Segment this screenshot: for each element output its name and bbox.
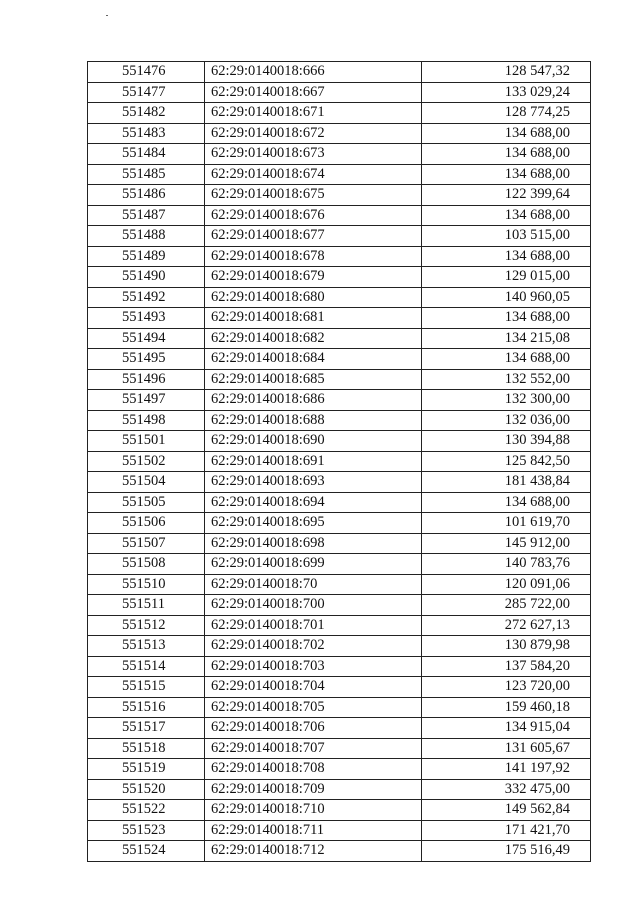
row-number-cell: 551518 xyxy=(88,738,205,759)
row-number-cell: 551501 xyxy=(88,431,205,452)
table-row xyxy=(88,226,591,247)
cadastral-number-cell: 62:29:0140018:685 xyxy=(205,369,422,390)
row-number-cell: 551515 xyxy=(88,677,205,698)
row-number-cell: 551517 xyxy=(88,718,205,739)
cadastral-value-cell: 134 688,00 xyxy=(422,123,591,144)
row-number-cell: 551510 xyxy=(88,574,205,595)
cadastral-value-cell: 332 475,00 xyxy=(422,779,591,800)
row-number-cell: 551486 xyxy=(88,185,205,206)
table-row xyxy=(88,205,591,226)
cadastral-value-cell: 272 627,13 xyxy=(422,615,591,636)
cadastral-number-cell: 62:29:0140018:691 xyxy=(205,451,422,472)
cadastral-value-cell: 132 300,00 xyxy=(422,390,591,411)
table-row xyxy=(88,820,591,841)
table-row xyxy=(88,513,591,534)
cadastral-value-cell: 140 783,76 xyxy=(422,554,591,575)
cadastral-value-cell: 134 215,08 xyxy=(422,328,591,349)
table-row xyxy=(88,103,591,124)
cadastral-value-cell: 132 552,00 xyxy=(422,369,591,390)
row-number-cell: 551507 xyxy=(88,533,205,554)
cadastral-value-cell: 130 394,88 xyxy=(422,431,591,452)
row-number-cell: 551487 xyxy=(88,205,205,226)
cadastral-number-cell: 62:29:0140018:700 xyxy=(205,595,422,616)
table-row xyxy=(88,246,591,267)
table-row xyxy=(88,574,591,595)
cadastral-number-cell: 62:29:0140018:666 xyxy=(205,62,422,83)
cadastral-value-cell: 140 960,05 xyxy=(422,287,591,308)
row-number-cell: 551477 xyxy=(88,82,205,103)
cadastral-number-cell: 62:29:0140018:70 xyxy=(205,574,422,595)
row-number-cell: 551498 xyxy=(88,410,205,431)
cadastral-value-cell: 134 688,00 xyxy=(422,164,591,185)
cadastral-value-cell: 125 842,50 xyxy=(422,451,591,472)
cadastral-number-cell: 62:29:0140018:690 xyxy=(205,431,422,452)
row-number-cell: 551484 xyxy=(88,144,205,165)
cadastral-number-cell: 62:29:0140018:711 xyxy=(205,820,422,841)
cadastral-number-cell: 62:29:0140018:693 xyxy=(205,472,422,493)
table-row xyxy=(88,144,591,165)
cadastral-number-cell: 62:29:0140018:708 xyxy=(205,759,422,780)
table-row xyxy=(88,595,591,616)
table-row xyxy=(88,841,591,862)
table-row xyxy=(88,697,591,718)
table-row xyxy=(88,185,591,206)
table-row xyxy=(88,369,591,390)
cadastral-number-cell: 62:29:0140018:682 xyxy=(205,328,422,349)
row-number-cell: 551476 xyxy=(88,62,205,83)
row-number-cell: 551494 xyxy=(88,328,205,349)
row-number-cell: 551492 xyxy=(88,287,205,308)
cadastral-number-cell: 62:29:0140018:694 xyxy=(205,492,422,513)
cadastral-number-cell: 62:29:0140018:707 xyxy=(205,738,422,759)
cadastral-number-cell: 62:29:0140018:695 xyxy=(205,513,422,534)
table-row xyxy=(88,123,591,144)
row-number-cell: 551493 xyxy=(88,308,205,329)
row-number-cell: 551520 xyxy=(88,779,205,800)
cadastral-value-cell: 128 774,25 xyxy=(422,103,591,124)
table-row xyxy=(88,472,591,493)
cadastral-number-cell: 62:29:0140018:673 xyxy=(205,144,422,165)
row-number-cell: 551490 xyxy=(88,267,205,288)
row-number-cell: 551516 xyxy=(88,697,205,718)
row-number-cell: 551497 xyxy=(88,390,205,411)
table-row xyxy=(88,615,591,636)
table-row xyxy=(88,287,591,308)
scan-speck xyxy=(106,15,108,16)
cadastral-number-cell: 62:29:0140018:680 xyxy=(205,287,422,308)
row-number-cell: 551524 xyxy=(88,841,205,862)
table-row xyxy=(88,349,591,370)
cadastral-number-cell: 62:29:0140018:702 xyxy=(205,636,422,657)
row-number-cell: 551513 xyxy=(88,636,205,657)
cadastral-value-cell: 103 515,00 xyxy=(422,226,591,247)
table-row xyxy=(88,554,591,575)
cadastral-number-cell: 62:29:0140018:672 xyxy=(205,123,422,144)
table-row xyxy=(88,431,591,452)
cadastral-value-cell: 134 688,00 xyxy=(422,492,591,513)
row-number-cell: 551502 xyxy=(88,451,205,472)
table-row xyxy=(88,390,591,411)
table-row xyxy=(88,328,591,349)
cadastral-value-cell: 175 516,49 xyxy=(422,841,591,862)
table-row xyxy=(88,779,591,800)
row-number-cell: 551506 xyxy=(88,513,205,534)
row-number-cell: 551504 xyxy=(88,472,205,493)
row-number-cell: 551496 xyxy=(88,369,205,390)
row-number-cell: 551523 xyxy=(88,820,205,841)
table-row xyxy=(88,738,591,759)
cadastral-number-cell: 62:29:0140018:675 xyxy=(205,185,422,206)
cadastral-value-cell: 131 605,67 xyxy=(422,738,591,759)
cadastral-value-cell: 137 584,20 xyxy=(422,656,591,677)
cadastral-number-cell: 62:29:0140018:677 xyxy=(205,226,422,247)
table-body xyxy=(88,62,591,862)
row-number-cell: 551505 xyxy=(88,492,205,513)
cadastral-number-cell: 62:29:0140018:676 xyxy=(205,205,422,226)
table-row xyxy=(88,267,591,288)
cadastral-number-cell: 62:29:0140018:674 xyxy=(205,164,422,185)
cadastral-value-cell: 101 619,70 xyxy=(422,513,591,534)
cadastral-number-cell: 62:29:0140018:684 xyxy=(205,349,422,370)
table-row xyxy=(88,82,591,103)
table-row xyxy=(88,718,591,739)
row-number-cell: 551512 xyxy=(88,615,205,636)
table-row xyxy=(88,533,591,554)
row-number-cell: 551522 xyxy=(88,800,205,821)
cadastral-number-cell: 62:29:0140018:703 xyxy=(205,656,422,677)
cadastral-number-cell: 62:29:0140018:678 xyxy=(205,246,422,267)
cadastral-value-cell: 120 091,06 xyxy=(422,574,591,595)
cadastral-value-cell: 132 036,00 xyxy=(422,410,591,431)
table-row xyxy=(88,677,591,698)
cadastral-value-cell: 134 688,00 xyxy=(422,349,591,370)
table-row xyxy=(88,62,591,83)
cadastral-value-cell: 122 399,64 xyxy=(422,185,591,206)
cadastral-value-table xyxy=(87,61,591,862)
table-row xyxy=(88,451,591,472)
row-number-cell: 551495 xyxy=(88,349,205,370)
cadastral-value-cell: 149 562,84 xyxy=(422,800,591,821)
row-number-cell: 551514 xyxy=(88,656,205,677)
cadastral-value-cell: 285 722,00 xyxy=(422,595,591,616)
cadastral-value-cell: 181 438,84 xyxy=(422,472,591,493)
cadastral-number-cell: 62:29:0140018:710 xyxy=(205,800,422,821)
cadastral-value-cell: 123 720,00 xyxy=(422,677,591,698)
table-row xyxy=(88,800,591,821)
row-number-cell: 551508 xyxy=(88,554,205,575)
cadastral-number-cell: 62:29:0140018:704 xyxy=(205,677,422,698)
cadastral-number-cell: 62:29:0140018:681 xyxy=(205,308,422,329)
row-number-cell: 551511 xyxy=(88,595,205,616)
cadastral-value-cell: 141 197,92 xyxy=(422,759,591,780)
cadastral-number-cell: 62:29:0140018:679 xyxy=(205,267,422,288)
cadastral-number-cell: 62:29:0140018:712 xyxy=(205,841,422,862)
cadastral-value-cell: 171 421,70 xyxy=(422,820,591,841)
cadastral-number-cell: 62:29:0140018:667 xyxy=(205,82,422,103)
row-number-cell: 551485 xyxy=(88,164,205,185)
table-row xyxy=(88,656,591,677)
table-row xyxy=(88,164,591,185)
table-row xyxy=(88,759,591,780)
cadastral-number-cell: 62:29:0140018:688 xyxy=(205,410,422,431)
table-row xyxy=(88,492,591,513)
cadastral-number-cell: 62:29:0140018:699 xyxy=(205,554,422,575)
cadastral-number-cell: 62:29:0140018:698 xyxy=(205,533,422,554)
row-number-cell: 551483 xyxy=(88,123,205,144)
cadastral-value-cell: 134 688,00 xyxy=(422,205,591,226)
cadastral-number-cell: 62:29:0140018:705 xyxy=(205,697,422,718)
cadastral-value-cell: 129 015,00 xyxy=(422,267,591,288)
cadastral-number-cell: 62:29:0140018:701 xyxy=(205,615,422,636)
cadastral-value-cell: 134 915,04 xyxy=(422,718,591,739)
cadastral-value-cell: 159 460,18 xyxy=(422,697,591,718)
cadastral-value-cell: 145 912,00 xyxy=(422,533,591,554)
row-number-cell: 551488 xyxy=(88,226,205,247)
row-number-cell: 551519 xyxy=(88,759,205,780)
table-row xyxy=(88,410,591,431)
cadastral-value-cell: 133 029,24 xyxy=(422,82,591,103)
row-number-cell: 551489 xyxy=(88,246,205,267)
table-row xyxy=(88,636,591,657)
cadastral-value-cell: 130 879,98 xyxy=(422,636,591,657)
cadastral-number-cell: 62:29:0140018:671 xyxy=(205,103,422,124)
cadastral-number-cell: 62:29:0140018:686 xyxy=(205,390,422,411)
row-number-cell: 551482 xyxy=(88,103,205,124)
cadastral-number-cell: 62:29:0140018:709 xyxy=(205,779,422,800)
cadastral-value-cell: 134 688,00 xyxy=(422,308,591,329)
cadastral-value-cell: 134 688,00 xyxy=(422,246,591,267)
cadastral-value-cell: 134 688,00 xyxy=(422,144,591,165)
table-row xyxy=(88,308,591,329)
cadastral-number-cell: 62:29:0140018:706 xyxy=(205,718,422,739)
cadastral-value-cell: 128 547,32 xyxy=(422,62,591,83)
